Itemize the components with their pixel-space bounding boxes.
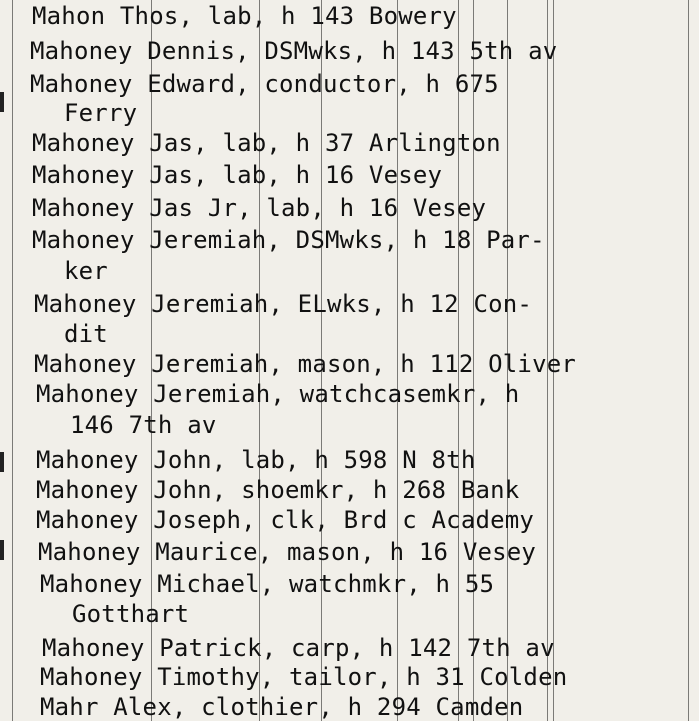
directory-entry: Mahoney Patrick, carp, h 142 7th av <box>42 634 555 662</box>
directory-entry: Mahoney John, lab, h 598 N 8th <box>36 446 476 474</box>
directory-entry: Mahoney Joseph, clk, Brd c Academy <box>36 506 535 534</box>
directory-entry: Mahr Alex, clothier, h 294 Camden <box>40 693 524 721</box>
directory-entry-continuation: 146 7th av <box>70 411 217 439</box>
directory-entry: Mahon Thos, lab, h 143 Bowery <box>32 2 457 30</box>
directory-entry: Mahoney Jeremiah, watchcasemkr, h <box>36 380 520 408</box>
directory-entry: Mahoney Dennis, DSMwks, h 143 5th av <box>30 37 558 65</box>
directory-entry: Mahoney Michael, watchmkr, h 55 <box>40 570 495 598</box>
directory-entry: Mahoney John, shoemkr, h 268 Bank <box>36 476 520 504</box>
directory-entry: Mahoney Maurice, mason, h 16 Vesey <box>38 538 537 566</box>
directory-entry-continuation: Gotthart <box>72 600 190 628</box>
directory-entry: Mahoney Jas Jr, lab, h 16 Vesey <box>32 194 487 222</box>
directory-entry-continuation: ker <box>64 257 108 285</box>
directory-entry: Mahoney Jeremiah, mason, h 112 Oliver <box>34 350 577 378</box>
directory-entry: Mahoney Timothy, tailor, h 31 Colden <box>40 663 568 691</box>
directory-entry: Mahoney Edward, conductor, h 675 <box>30 70 499 98</box>
directory-entry: Mahoney Jas, lab, h 37 Arlington <box>32 129 501 157</box>
directory-entry-continuation: dit <box>64 320 108 348</box>
directory-entry-continuation: Ferry <box>64 99 138 127</box>
directory-entry: Mahoney Jas, lab, h 16 Vesey <box>32 161 443 189</box>
directory-entry: Mahoney Jeremiah, DSMwks, h 18 Par- <box>32 226 545 254</box>
directory-entry: Mahoney Jeremiah, ELwks, h 12 Con- <box>34 290 533 318</box>
